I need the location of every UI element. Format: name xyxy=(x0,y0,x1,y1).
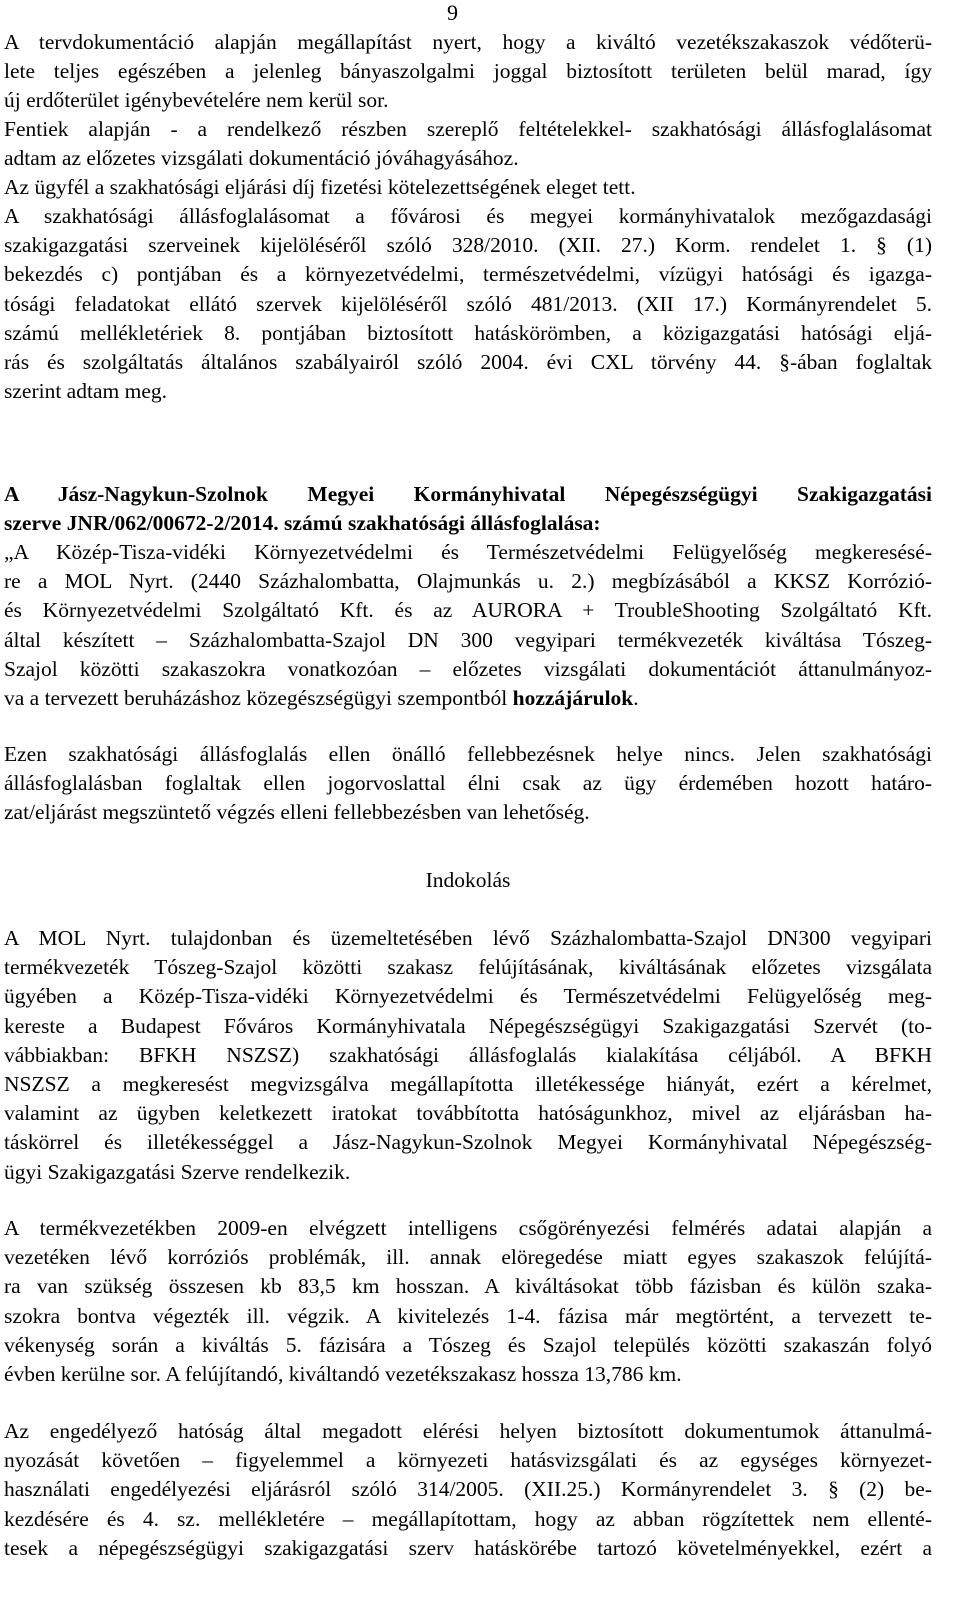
text-line: vábbiakban: BFKH NSZSZ) szakhatósági állásfoglalás kialakítása céljából. A BFKH xyxy=(4,1042,932,1067)
section-title: Indokolás xyxy=(425,868,511,892)
text-line: zat/eljárást megszüntető végzés elleni fellebbezésben van lehetőség. xyxy=(4,800,590,825)
text-line: valamint az ügyben keletkezett iratokat továbbította hatóságunkhoz, mivel az eljárásban ha- xyxy=(4,1101,932,1126)
text-line: kereste a Budapest Főváros Kormányhivatala Népegészségügyi Szakigazgatási Szervét (to- xyxy=(4,1013,932,1038)
paragraph-pipeline xyxy=(4,1214,932,1389)
text-line: használati engedélyezési eljárásról szóló 314/2005. (XII.25.) Kormányrendelet 3. § (2) be- xyxy=(4,1477,932,1502)
emphasis-hozzajarulok: hozzájárulok xyxy=(512,686,634,711)
text-line: NSZSZ a megkeresést megvizsgálva megállapította illetékessége hiányát, ezért a kérelmet, xyxy=(4,1072,932,1097)
text-line xyxy=(4,684,932,713)
text-line: számú mellékletériek 8. pontjában biztosított hatáskörömben, a közigazgatási hatósági eljá- xyxy=(4,320,932,345)
text-line: termékvezeték Tószeg-Szajol közötti szakasz felújításának, kiváltásának előzetes vizsgálata xyxy=(4,955,932,980)
text-line: re a MOL Nyrt. (2440 Százhalombatta, Olajmunkás u. 2.) megbízásából a KKSZ Korrózió- xyxy=(4,569,932,594)
paragraph-quote xyxy=(4,538,932,713)
text-line: A szakhatósági állásfoglalásomat a fővárosi és megyei kormányhivatalok mezőgazdasági xyxy=(4,204,932,228)
heading-line: A Jász-Nagykun-Szolnok Megyei Kormányhivatal Népegészségügyi Szakigazgatási xyxy=(4,482,932,506)
paragraph-fee xyxy=(4,173,932,202)
text-line: Az engedélyező hatóság által megadott elérési helyen biztosított dokumentumok áttanulmá- xyxy=(4,1419,932,1443)
text-line: A tervdokumentáció alapján megállapítást nyert, hogy a kiváltó vezetékszakaszok védőterü- xyxy=(4,30,932,54)
text-line: bekezdés c) pontjában és a környezetvédelmi, természetvédelmi, vízügyi hatósági és igazga- xyxy=(4,262,932,287)
text-line: „A Közép-Tisza-vidéki Környezetvédelmi és Természetvédelmi Felügyelőség megkeresésé- xyxy=(4,540,932,564)
page-number: 9 xyxy=(447,0,458,25)
text-line: nyozását követően – figyelemmel a környezeti hatásvizsgálati és az egységes környezet- xyxy=(4,1448,932,1473)
text-line: Fentiek alapján - a rendelkező részben szereplő feltételekkel- szakhatósági állásfoglalásomat xyxy=(4,117,932,141)
text-line: adtam az előzetes vizsgálati dokumentáció jóváhagyásához. xyxy=(4,146,519,171)
text-line: ügyében a Közép-Tisza-vidéki Környezetvédelmi és Természetvédelmi Felügyelőség meg- xyxy=(4,984,932,1009)
paragraph-background xyxy=(4,924,932,1187)
text-line: tósági feladatokat ellátó szervek kijelöléséről szóló 481/2013. (XII 17.) Kormányrendelet 5. xyxy=(4,291,932,316)
text-line: vezetéken lévő korróziós problémák, ill. annak elöregedése miatt egyes szakaszok felújítá- xyxy=(4,1245,932,1270)
text-line: táskörrel és illetékességgel a Jász-Nagykun-Szolnok Megyei Kormányhivatal Népegészség- xyxy=(4,1130,932,1155)
text-line: új erdőterület igénybevételére nem kerül sor. xyxy=(4,88,389,113)
indokolas-title xyxy=(4,866,932,895)
text-run: va a tervezett beruházáshoz közegészségügyi szempontból xyxy=(4,686,513,711)
text-line: A termékvezetékben 2009-en elvégzett intelligens csőgörényezési felmérés adatai alapján a xyxy=(4,1216,932,1240)
text-line: ra van szükség összesen kb 83,5 km hosszan. A kiváltásokat több fázisban és külön szaka- xyxy=(4,1274,932,1299)
text-line: szakigazgatási szerveinek kijelöléséről szóló 328/2010. (XII. 27.) Korm. rendelet 1. § (1) xyxy=(4,233,932,258)
text-line: Szajol közötti szakaszokra vonatkozóan – előzetes vizsgálati dokumentációt áttanulmányoz- xyxy=(4,656,932,681)
text-line: tesek a népegészségügyi szakigazgatási szerv hatáskörébe tartozó követelményekkel, ezért a xyxy=(4,1535,932,1560)
paragraph-conclusion xyxy=(4,115,932,173)
paragraph-legal-basis xyxy=(4,202,932,406)
paragraph-assessment xyxy=(4,1417,932,1563)
text-line: Ezen szakhatósági állásfoglalás ellen önálló fellebbezésnek helye nincs. Jelen szakhatósági xyxy=(4,742,932,766)
text-line: ügyi Szakigazgatási Szerve rendelkezik. xyxy=(4,1159,351,1184)
text-line: szokra bontva végezték ill. végzik. A kivitelezés 1-4. fázisa már megtörtént, a tervezett te- xyxy=(4,1303,932,1328)
text-line: által készített – Százhalombatta-Szajol DN 300 vegyipari termékvezeték kiváltása Tószeg- xyxy=(4,627,932,652)
text-line: vékenység során a kiváltás 5. fázisára a Tószeg és Szajol település közötti szakaszán folyó xyxy=(4,1332,932,1357)
paragraph-appeal xyxy=(4,740,932,828)
text-line: Az ügyfél a szakhatósági eljárási díj fizetési kötelezettségének eleget tett. xyxy=(4,175,636,199)
text-line: lete teljes egészében a jelenleg bányaszolgalmi joggal biztosított területen belül marad, így xyxy=(4,59,932,84)
text-run: . xyxy=(633,686,639,711)
text-line: A MOL Nyrt. tulajdonban és üzemeltetésében lévő Százhalombatta-Szajol DN300 vegyipari xyxy=(4,926,932,950)
heading-line: szerve JNR/062/00672-2/2014. számú szakhatósági állásfoglalása: xyxy=(4,511,601,536)
text-line: szerint adtam meg. xyxy=(4,379,167,404)
text-line: rás és szolgáltatás általános szabályairól szóló 2004. évi CXL törvény 44. §-ában foglaltak xyxy=(4,350,932,375)
text-line: évben kerülne sor. A felújítandó, kiváltandó vezetékszakasz hossza 13,786 km. xyxy=(4,1362,682,1387)
paragraph-forest-area xyxy=(4,28,932,116)
section-heading xyxy=(4,480,932,538)
text-line: és Környezetvédelmi Szolgáltató Kft. és az AURORA + TroubleShooting Szolgáltató Kft. xyxy=(4,598,932,623)
text-line: állásfoglalásban foglaltak ellen jogorvoslattal élni csak az ügy érdemében hozott határo- xyxy=(4,771,932,796)
text-line: kezdésére és 4. sz. mellékletére – megállapítottam, hogy az abban rögzítettek nem ellenté- xyxy=(4,1506,932,1531)
